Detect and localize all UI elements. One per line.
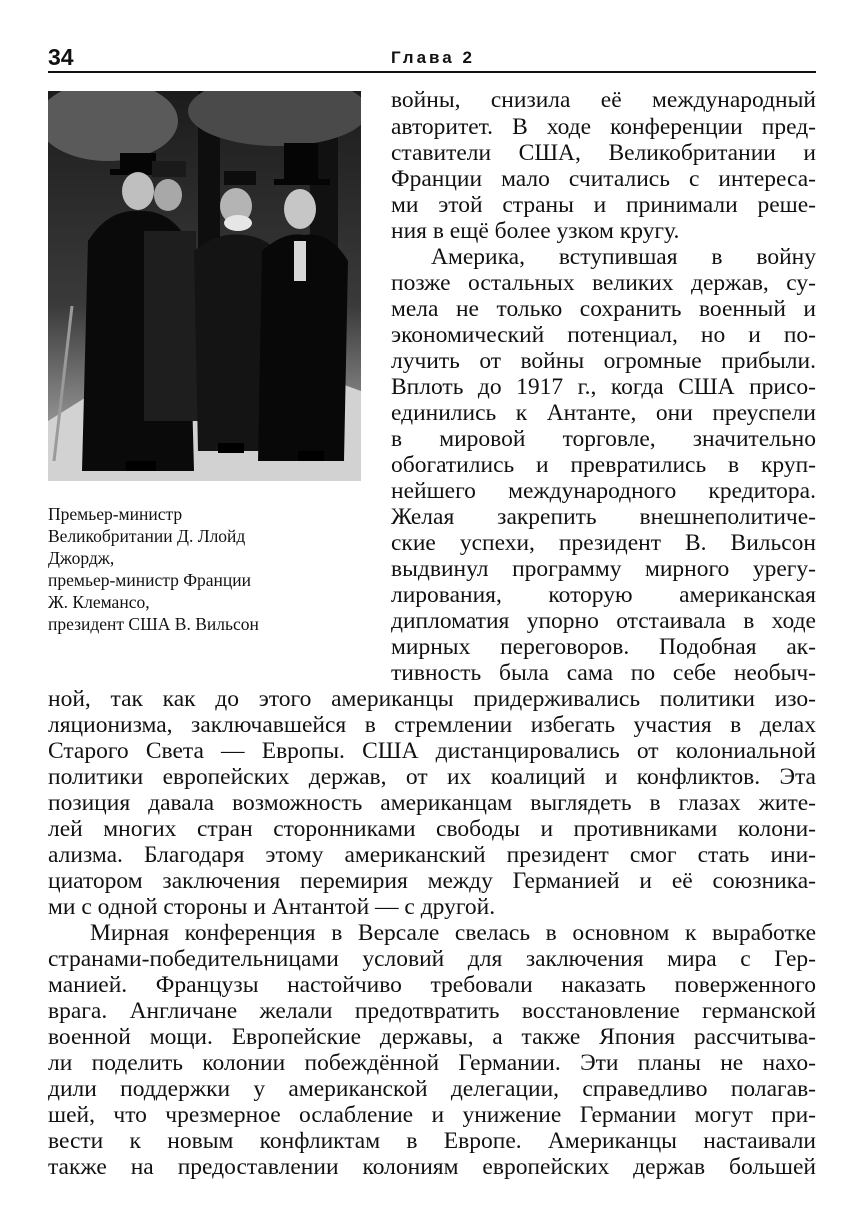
text-line: ставители США, Великобритании и [391, 140, 816, 166]
text-line: странами-победительницами условий для заключения мира с Гер- [48, 946, 816, 972]
photo-caption [48, 503, 348, 635]
text-line: войны, снизила её международный [391, 87, 816, 113]
text-line: шей, что чрезмерное ослабление и унижение Германии могут при- [48, 1102, 816, 1128]
text-line: лучить от войны огромные прибыли. [391, 348, 816, 374]
text-line: ли поделить колонии побеждённой Германии. Эти планы не нахо- [48, 1050, 816, 1076]
caption-line: Ж. Клемансо, [48, 592, 150, 612]
text-line: в мировой торговле, значительно [391, 426, 816, 452]
text-line: также на предоставлении колониям европейских держав большей [48, 1154, 816, 1180]
text-line: политики европейских держав, от их коалиций и конфликтов. Эта [48, 764, 816, 790]
text-line: мела не только сохранить военный и [391, 296, 816, 322]
text-line: выдвинул программу мирного урегу- [391, 556, 816, 582]
text-line: позиция давала возможность американцам выглядеть в глазах жите- [48, 790, 816, 816]
text-line: Желая закрепить внешнеполитиче- [391, 504, 816, 530]
header-rule [48, 71, 816, 73]
caption-line: премьер-министр Франции [48, 570, 252, 590]
text-line: нейшего международного кредитора. [391, 478, 816, 504]
text-line: циатором заключения перемирия между Германией и её союзника- [48, 868, 816, 894]
photo-illustration [48, 91, 361, 481]
caption-line: Великобритании Д. Ллойд [48, 526, 246, 546]
chapter-title: Глава 2 [391, 48, 475, 67]
text-line: Мирная конференция в Версале свелась в основном к выработке [90, 920, 816, 946]
text-line: ми с одной стороны и Антантой — с другой. [48, 894, 496, 920]
historical-photo [48, 91, 361, 481]
running-header [48, 42, 816, 72]
caption-line: Джордж, [48, 548, 115, 568]
text-line: позже остальных великих держав, су- [391, 270, 816, 296]
text-line: лей многих стран сторонниками свободы и противниками колони- [48, 816, 816, 842]
text-line: манией. Французы настойчиво требовали наказать поверженного [48, 972, 816, 998]
text-line: Франции мало считались с интереса- [391, 166, 816, 192]
page-number: 34 [48, 44, 74, 70]
text-line: ализма. Благодаря этому американский президент смог стать ини- [48, 842, 816, 868]
text-line: военной мощи. Европейские державы, а также Япония рассчитыва- [48, 1024, 816, 1050]
text-line: ния в ещё более узком кругу. [391, 218, 680, 244]
text-line: Старого Света — Европы. США дистанцировались от колониальной [48, 738, 816, 764]
text-line: лирования, которую американская [391, 582, 816, 608]
text-line: вести к новым конфликтам в Европе. Американцы настаивали [48, 1128, 816, 1154]
text-line: ляционизма, заключавшейся в стремлении избегать участия в делах [48, 712, 816, 738]
caption-line: президент США В. Вильсон [48, 614, 259, 634]
text-line: врага. Англичане желали предотвратить восстановление германской [48, 998, 816, 1024]
text-line: ские успехи, президент В. Вильсон [391, 530, 816, 556]
text-line: Америка, вступившая в войну [431, 244, 816, 270]
text-line: ми этой страны и принимали реше- [391, 192, 816, 218]
text-line: единились к Антанте, они преуспели [391, 400, 816, 426]
text-line: авторитет. В ходе конференции пред- [391, 114, 816, 140]
text-line: дипломатия упорно отстаивала в ходе [391, 608, 816, 634]
text-line: ной, так как до этого американцы придерживались политики изо- [48, 686, 816, 712]
text-line: дили поддержки у американской делегации, справедливо полагав- [48, 1076, 816, 1102]
text-line: экономический потенциал, но и по- [391, 322, 816, 348]
text-line: мирных переговоров. Подобная ак- [391, 634, 816, 660]
text-line: Вплоть до 1917 г., когда США присо- [391, 374, 816, 400]
caption-line: Премьер-министр [48, 504, 183, 524]
text-line: тивность была сама по себе необыч- [391, 660, 816, 686]
text-line: обогатились и превратились в круп- [391, 452, 816, 478]
